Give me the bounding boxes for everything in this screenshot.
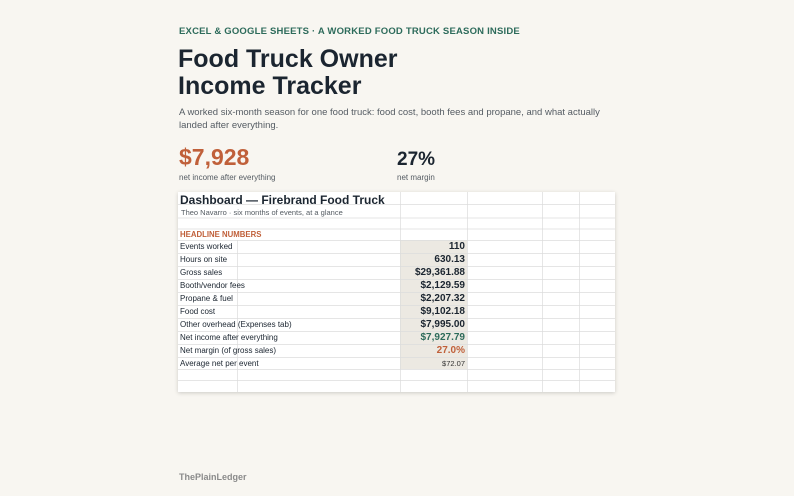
footer-brand[interactable]: ThePlainLedger xyxy=(179,472,247,482)
row-label-net-income: Net income after everything xyxy=(180,333,278,342)
spreadsheet-preview xyxy=(178,192,615,392)
row-value-gross-sales: $29,361.88 xyxy=(414,267,465,278)
title-line-2: Income Tracker xyxy=(178,72,362,100)
net-margin-stat-value: 27% xyxy=(397,149,436,170)
row-value-hours: 630.13 xyxy=(434,254,465,265)
row-value-food-cost: $9,102.18 xyxy=(420,306,465,317)
page-title xyxy=(178,46,478,100)
eyebrow-tagline: EXCEL & GOOGLE SHEETS · A WORKED FOOD TRUCK SEASON INSIDE xyxy=(179,26,520,37)
row-label-gross-sales: Gross sales xyxy=(180,268,223,277)
net-income-stat-label: net income after everything xyxy=(179,173,276,182)
row-value-net-income: $7,927.79 xyxy=(420,332,465,343)
row-value-net-margin: 27.0% xyxy=(436,345,465,356)
sheet-title: Dashboard — Firebrand Food Truck xyxy=(180,193,385,207)
row-value-events: 110 xyxy=(448,241,465,252)
row-value-propane: $2,207.32 xyxy=(420,293,465,304)
net-margin-stat-label: net margin xyxy=(397,173,435,182)
row-label-other-overhead: Other overhead (Expenses tab) xyxy=(180,320,292,329)
row-value-avg-net: $72.07 xyxy=(442,359,465,368)
row-label-events: Events worked xyxy=(180,242,233,251)
row-label-avg-net: Average net per event xyxy=(180,359,259,368)
row-label-food-cost: Food cost xyxy=(180,307,216,316)
page-subtitle: A worked six-month season for one food truck: food cost, booth fees and propane, and what actually landed after everything. xyxy=(179,107,600,131)
row-label-net-margin: Net margin (of gross sales) xyxy=(180,346,277,355)
title-line-1: Food Truck Owner xyxy=(178,45,398,73)
row-value-other-overhead: $7,995.00 xyxy=(420,319,465,330)
row-label-propane: Propane & fuel xyxy=(180,294,233,303)
row-label-hours: Hours on site xyxy=(180,255,228,264)
row-value-booth-fees: $2,129.59 xyxy=(420,280,465,291)
row-label-booth-fees: Booth/vendor fees xyxy=(180,281,245,290)
sheet-subtitle: Theo Navarro · six months of events, at a glance xyxy=(181,208,343,217)
net-income-stat-value: $7,928 xyxy=(179,144,250,170)
section-heading: HEADLINE NUMBERS xyxy=(180,230,262,239)
